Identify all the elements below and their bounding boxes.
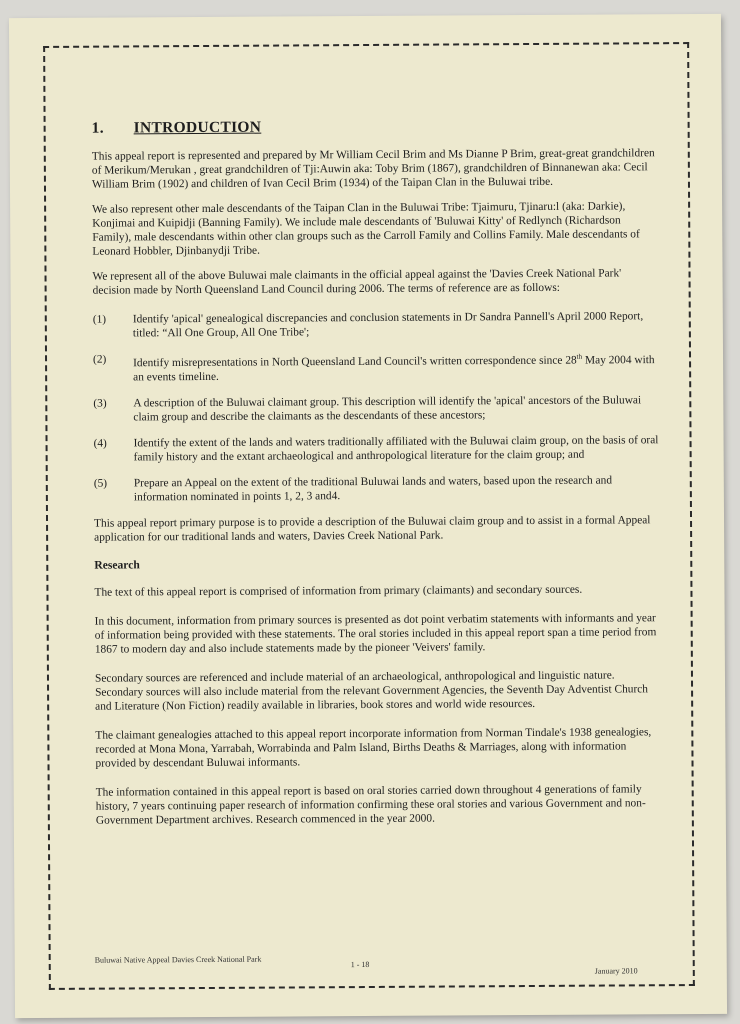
footer-date: January 2010 [594,966,638,976]
term-item-3 [93,393,659,424]
term-text-part: Identify misrepresentations in North Queensland Land Council's written correspondence since 28 [133,354,577,370]
term-item-2 [93,349,659,384]
term-number: (5) [93,477,108,490]
term-text: Identify 'apical' genealogical discrepancies and conclusion statements in Dr Sandra Pannell's April 2000 Report, titled: “All One Group, All One Tribe'; [132,310,644,340]
document-body [92,118,662,838]
term-text: A description of the Buluwai claimant group. This description will identify the 'apical' ancestors of the Buluwai claim group and describe the claimants as the descendants of these ancestors; [133,394,642,424]
intro-paragraph-1: This appeal report is represented and prepared by Mr William Cecil Brim and Ms Dianne P Brim, great-great grandchildren of Merikum/Merukan , great grandchildren of Tji:Auwin aka: Toby Brim (1867), grandchildren of Binnanewan aka: Cecil William Brim (1902) and children of Ivan Cecil Brim (1934) of the Taipan Clan in the Buluwai tribe. [91,147,655,191]
section-heading [92,118,658,135]
paper-page [9,14,727,1018]
research-paragraph-3: Secondary sources are referenced and include material of an archaeological, anthropological and linguistic nature. Secondary sources will also include material from the relevant Government Agencies, the Seventh Day Adventist Church and Literature (Non Fiction) readily available in libraries, book stores and world wide resources. [94,669,649,713]
research-paragraph-4: The claimant genealogies attached to this appeal report incorporate information from Norman Tindale's 1938 genealogies, recorded at Mona Mona, Yarrabah, Worrabinda and Palm Island, Births Deaths & Marriages, along with information provided by descendant Buluwai informants. [95,726,652,770]
section-number: 1. [91,119,104,137]
footer-page-number: 1 - 18 [350,959,370,970]
term-text: Identify the extent of the lands and waters traditionally affiliated with the Buluwai claim group, on the basis of oral family history and the extant archaeological and anthropological literature for the claim group; and [133,434,659,464]
term-item-4 [94,433,660,464]
term-item-1 [93,309,659,340]
term-superscript: th [576,352,583,361]
research-paragraph-1: The text of this appeal report is comprised of information from primary (claimants) and secondary sources. [94,583,583,599]
intro-paragraph-2: We also represent other male descendants of the Taipan Clan in the Buluwai Tribe: Tjaimuru, Tjinaru:l (aka: Darkie), Konjimai and Kuipidji (Banning Family). We include male descendants of 'Buluwai Kitty' of Redlynch (Richardson Family), male descendants within other clan groups such as the Carroll Family and Collins Family. Male descendants of Leonard Hobbler, Djinbanydji Tribe. [92,200,640,258]
term-text-part: May 2004 with an events timeline. [133,354,655,384]
term-text: Prepare an Appeal on the extent of the traditional Buluwai lands and waters, based upon the research and information nominated in points 1, 2, 3 and4. [133,474,613,504]
footer-document-title: Buluwai Native Appeal Davies Creek National Park [94,954,262,965]
term-number: (4) [93,437,107,450]
research-heading: Research [94,558,140,572]
research-paragraph-2: In this document, information from primary sources is presented as dot point verbatim statements with informants and year of information being provided with these statements. The oral stories included in this appeal report span a time period from 1867 to modern day and also include statements made by the pioneer 'Veivers' family. [94,612,657,656]
term-item-5 [94,473,660,504]
research-paragraph-5: The information contained in this appeal report is based on oral stories carried down throughout 4 generations of family history, 7 years continuing paper research of information confirming these oral stories and various Government and non-Government Department archives. Research commenced in the year 2000. [95,783,646,827]
intro-paragraph-3: We represent all of the above Buluwai male claimants in the official appeal against the 'Davies Creek National Park' decision made by North Queensland Land Council during 2006. The terms of reference are as follows: [92,267,622,297]
section-title: INTRODUCTION [133,118,262,137]
term-number: (3) [93,397,107,410]
term-text [133,349,659,384]
term-number: (1) [92,313,107,326]
intro-paragraph-4: This appeal report primary purpose is to provide a description of the Buluwai claim group and to assist in a formal Appeal application for our traditional lands and waters, Davies Creek National Park. [94,514,651,544]
term-number: (2) [93,353,107,366]
